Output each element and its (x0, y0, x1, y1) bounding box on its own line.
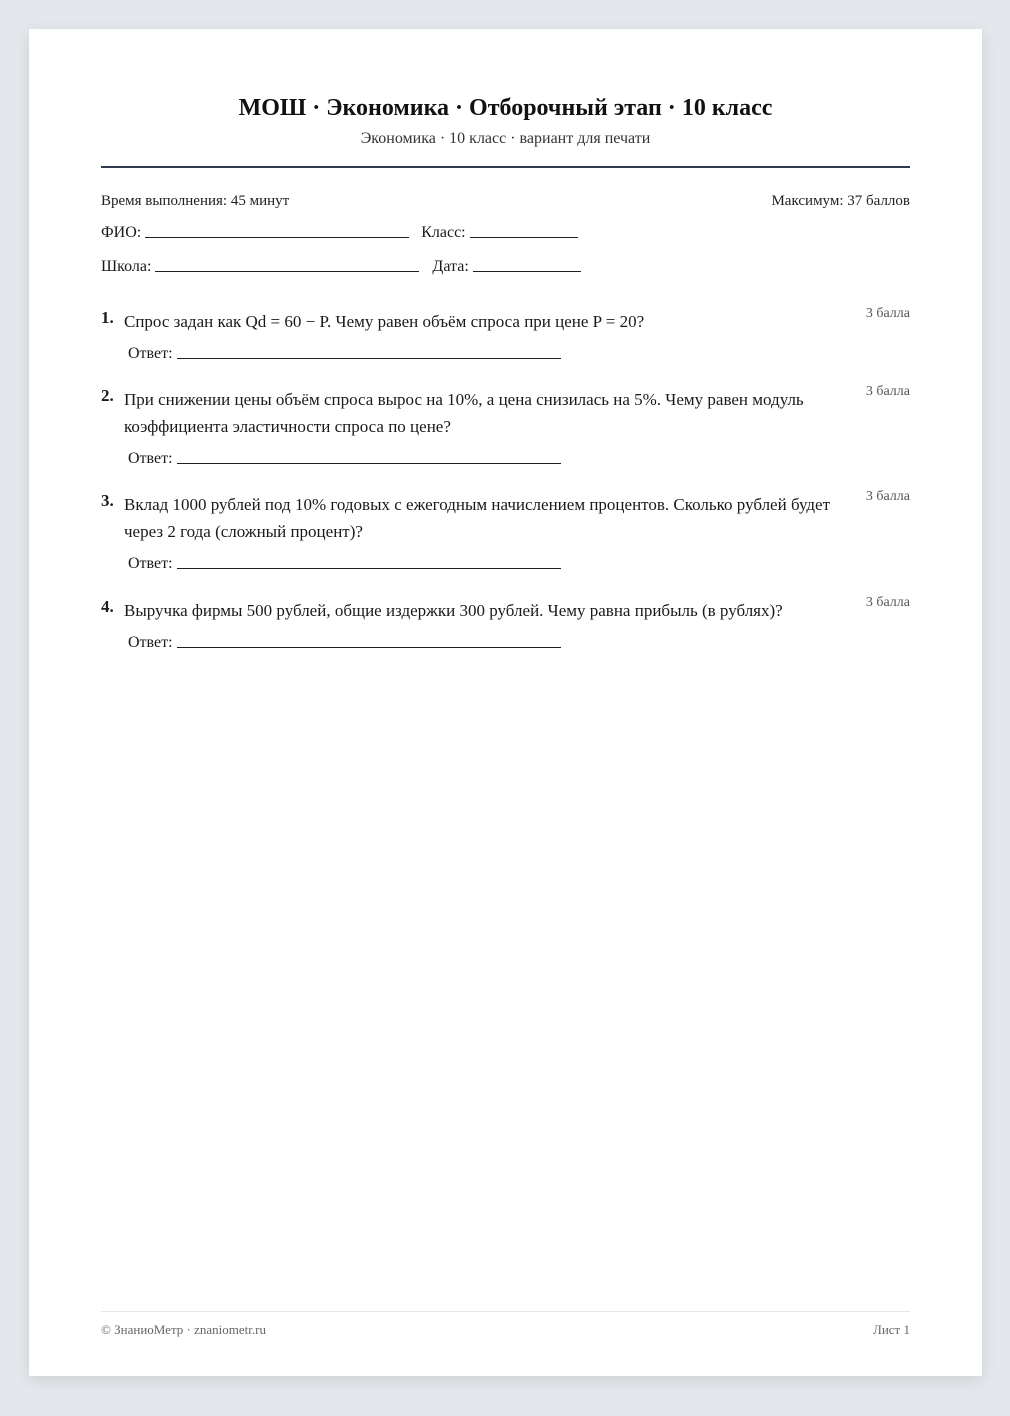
question-text: При снижении цены объём спроса вырос на 10%, а цена снизилась на 5%. Чему равен модуль коэффициента эластичности спроса по цене? (124, 390, 804, 436)
answer-label: Ответ: (128, 555, 173, 572)
header-divider (101, 166, 910, 168)
fio-class-row (101, 224, 578, 242)
question-number: 3. (101, 491, 114, 510)
footer-divider (101, 1311, 910, 1312)
answer-row (128, 450, 561, 468)
question-points: 3 балла (865, 489, 910, 504)
school-field[interactable] (155, 271, 419, 272)
answer-field[interactable] (177, 568, 561, 569)
page-subtitle: Экономика · 10 класс · вариант для печати (360, 130, 651, 147)
school-label: Школа: (101, 258, 152, 275)
date-label: Дата: (432, 258, 469, 275)
question-number: 2. (101, 386, 114, 405)
question-number: 1. (101, 308, 114, 327)
question-points: 3 балла (865, 384, 910, 399)
question-text: Спрос задан как Qd = 60 − P. Чему равен объём спроса при цене P = 20? (124, 312, 645, 331)
question-text: Вклад 1000 рублей под 10% годовых с ежегодным начислением процентов. Сколько рублей будет через 2 года (сложный процент)? (124, 495, 831, 541)
school-date-row (101, 258, 581, 276)
footer-sheet-number: Лист 1 (873, 1322, 910, 1337)
answer-label: Ответ: (128, 345, 173, 362)
answer-label: Ответ: (128, 450, 173, 467)
date-field[interactable] (473, 271, 581, 272)
time-limit: Время выполнения: 45 минут (101, 193, 290, 209)
answer-label: Ответ: (128, 634, 173, 651)
page-title: МОШ · Экономика · Отборочный этап · 10 класс (238, 95, 773, 121)
fio-label: ФИО: (101, 224, 142, 241)
answer-field[interactable] (177, 358, 561, 359)
answer-row (128, 634, 561, 652)
answer-field[interactable] (177, 647, 561, 648)
print-sheet (29, 29, 982, 1376)
question-number: 4. (101, 597, 114, 616)
question-text: Выручка фирмы 500 рублей, общие издержки 300 рублей. Чему равна прибыль (в рублях)? (124, 601, 783, 620)
answer-row (128, 555, 561, 573)
class-label: Класс: (421, 224, 466, 241)
answer-field[interactable] (177, 463, 561, 464)
class-field[interactable] (470, 237, 578, 238)
question-points: 3 балла (865, 306, 910, 321)
answer-row (128, 345, 561, 363)
question-points: 3 балла (865, 595, 910, 610)
max-score: Максимум: 37 баллов (771, 193, 910, 209)
footer-copyright: © ЗнаниоМетр · znaniometr.ru (101, 1322, 266, 1337)
fio-field[interactable] (145, 237, 409, 238)
